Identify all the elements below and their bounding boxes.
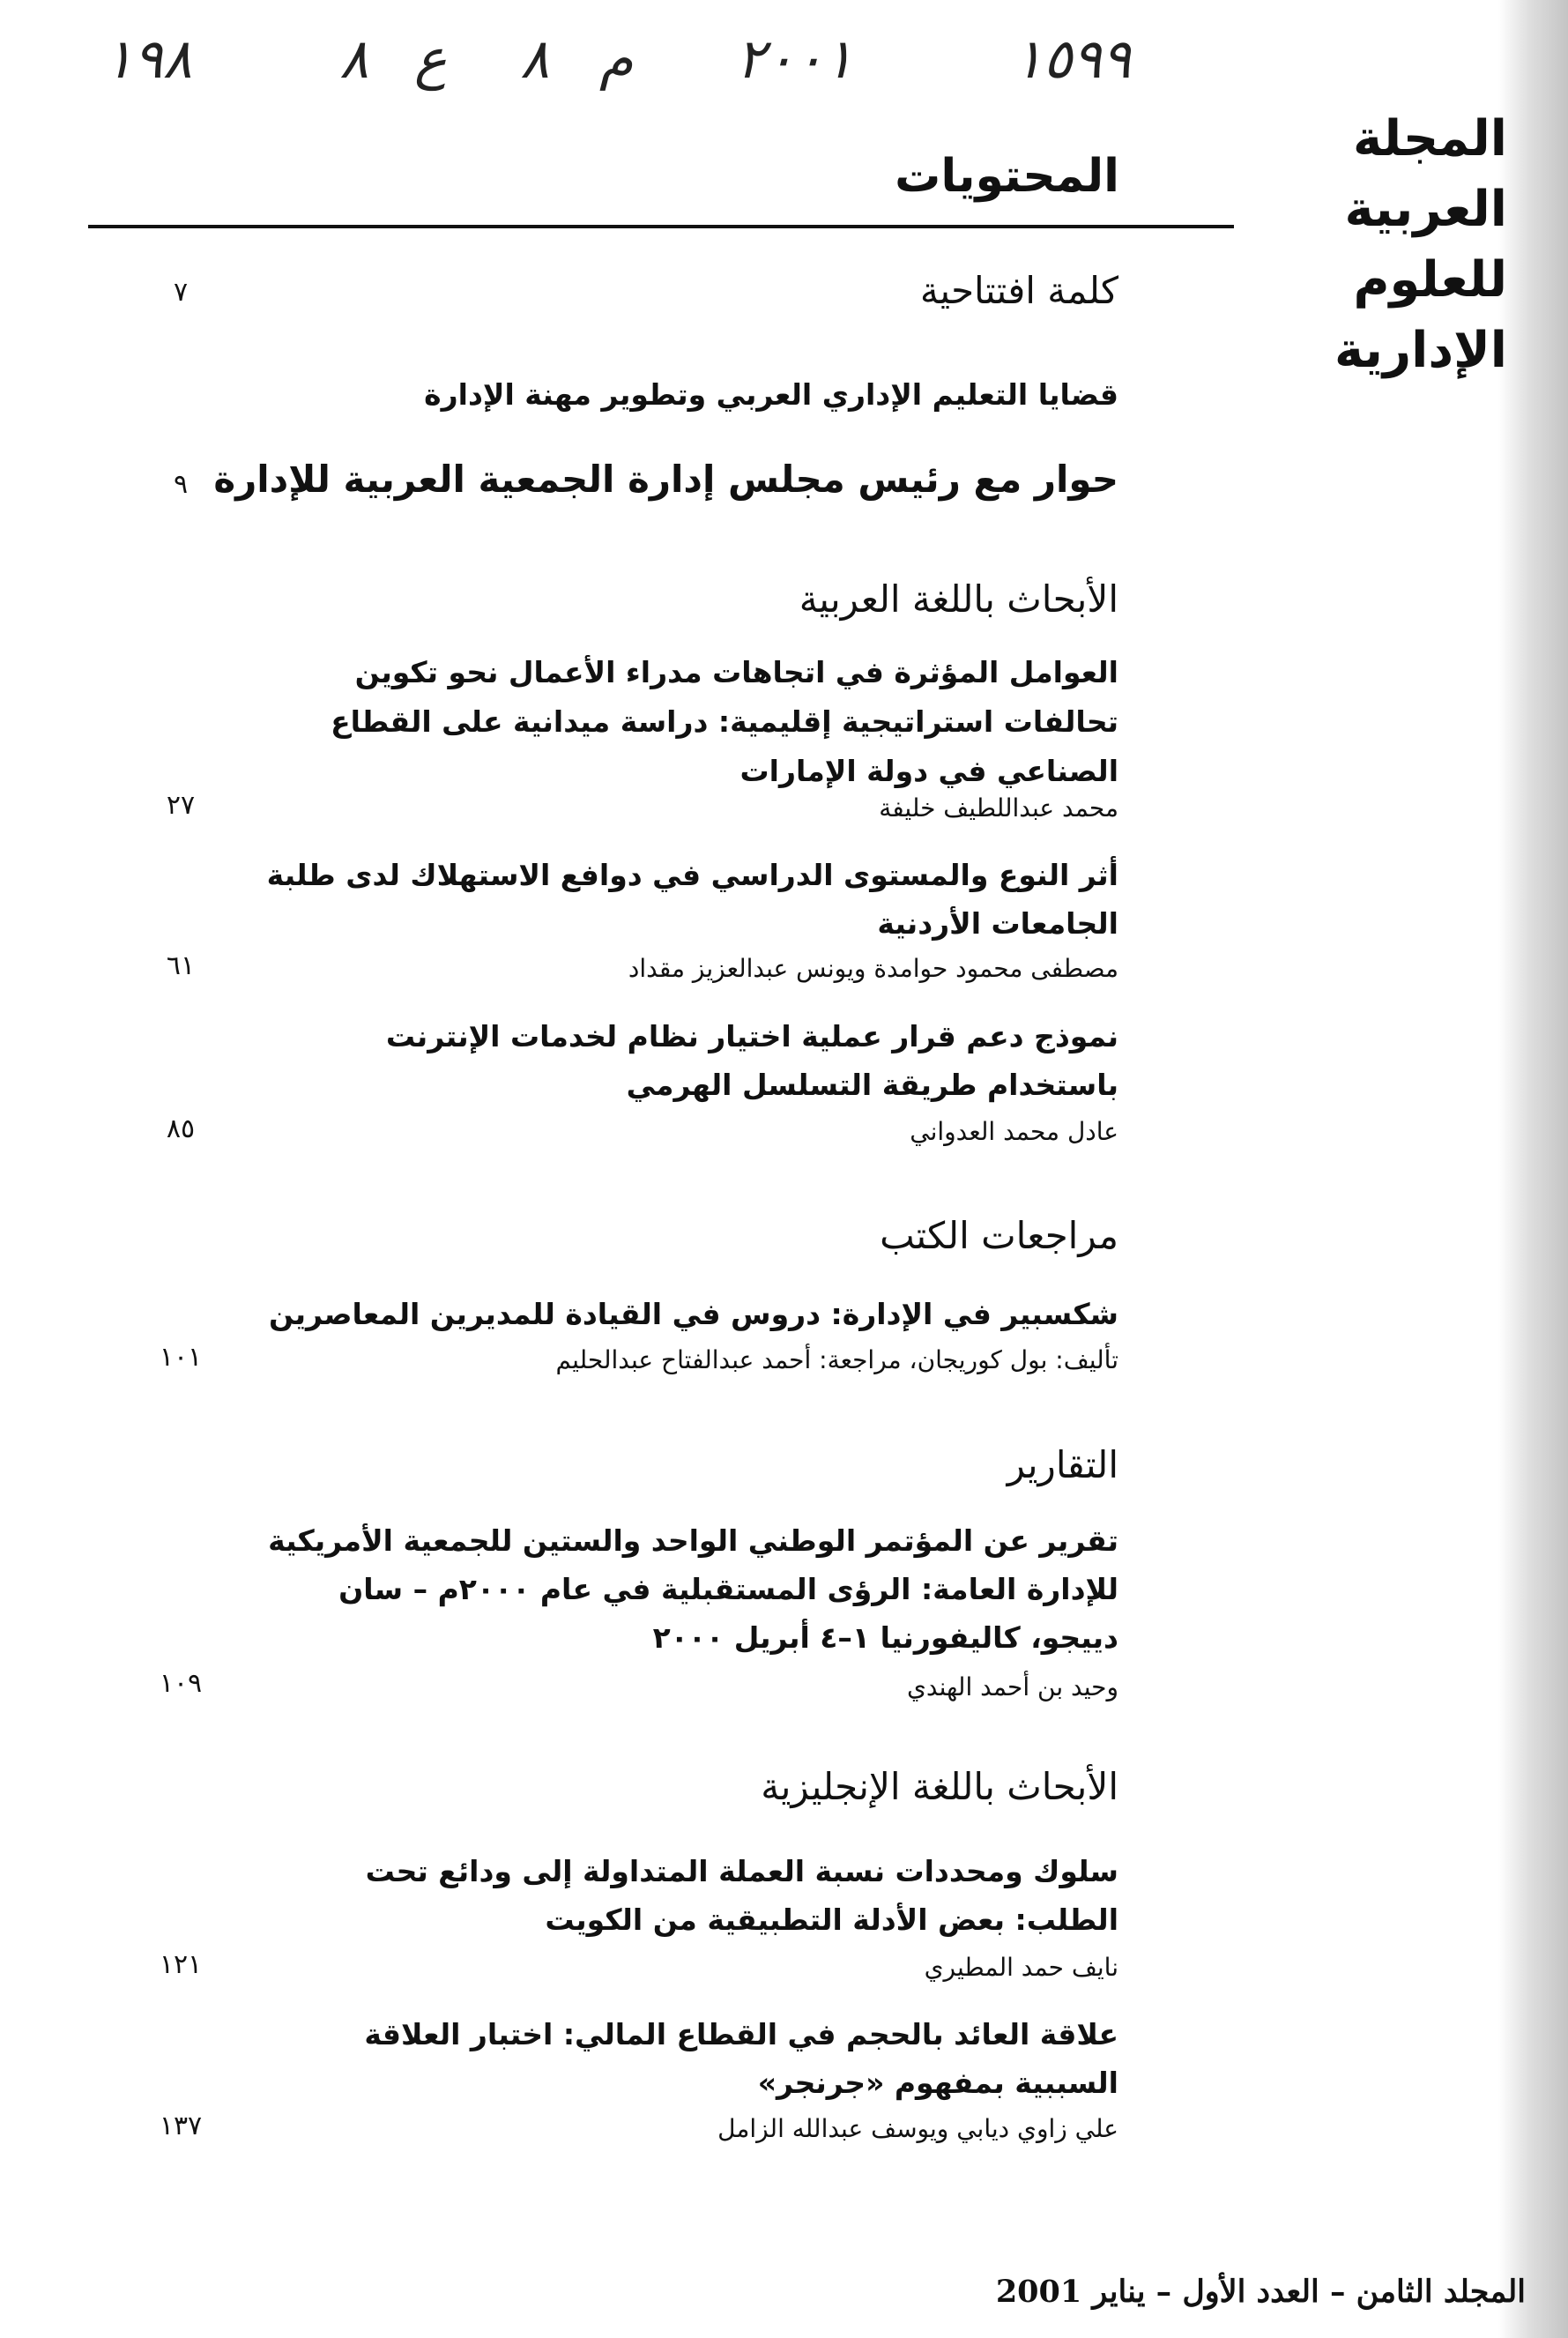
handwritten-note-5: م [599,26,634,91]
section-editorial-page: ٧ [173,277,189,308]
toc-entry-page: ٨٥ [166,1113,196,1144]
toc-entry-title: قضايا التعليم الإداري العربي وتطوير مهنة الإدارة [424,377,1118,412]
contents-heading: المحتويات [895,150,1119,203]
toc-entry-page: ١٠٩ [159,1668,203,1699]
toc-entry-author: محمد عبداللطيف خليفة [879,793,1118,823]
section-interview-title: حوار مع رئيس مجلس إدارة الجمعية العربية للإدارة [213,458,1118,501]
toc-entry-page: ٦١ [166,950,196,981]
toc-entry-author: وحيد بن أحمد الهندي [906,1672,1118,1701]
journal-title-line-1: المجلة العربية [1344,110,1507,238]
section-reports-title: التقارير [1007,1443,1118,1486]
toc-entry-page: ١٣٧ [159,2111,203,2141]
handwritten-note-1: ١٩٨ [104,26,192,91]
handwritten-note-3: ع [414,26,447,91]
section-arabic-research-title: الأبحاث باللغة العربية [799,577,1118,621]
toc-entry-title: سلوك ومحددات نسبة العملة المتداولة إلى ودائع تحت الطلب: بعض الأدلة التطبيقية من الكويت [365,1854,1118,1937]
issue-footer: المجلد الثامن – العدد الأول – يناير 2001 [995,2274,1526,2310]
journal-title-line-2: للعلوم الإدارية [1334,251,1507,379]
section-english-research-title: الأبحاث باللغة الإنجليزية [761,1765,1118,1808]
section-editorial-title: كلمة افتتاحية [919,269,1118,312]
toc-entry-author: مصطفى محمود حوامدة ويونس عبدالعزيز مقداد [628,954,1118,983]
toc-entry-author: نايف حمد المطيري [924,1953,1118,1982]
handwritten-note-7: ١٥٩٩ [1014,26,1132,91]
toc-entry-author: عادل محمد العدواني [910,1117,1118,1146]
toc-entry-title: تقرير عن المؤتمر الوطني الواحد والستين للجمعية الأمريكية للإدارة العامة: الرؤى المستقبلية في عام ٢٠٠٠م – سان دييجو، كاليفورنيا ١–٤ أبريل ٢٠٠٠ [268,1523,1118,1655]
scan-edge-shading [1498,0,1568,2338]
toc-entry-author: تأليف: بول كوريجان، مراجعة: أحمد عبدالفتاح عبدالحليم [555,1345,1118,1374]
toc-entry-page: ١٢١ [159,1949,203,1980]
handwritten-note-6: ٢٠٠١ [736,26,854,91]
handwritten-note-2: ٨ [339,26,369,91]
toc-entry-page: ١٠١ [159,1342,203,1373]
toc-entry-title: شكسبير في الإدارة: دروس في القيادة للمديرين المعاصرين [268,1297,1118,1331]
handwritten-note-4: ٨ [520,26,550,91]
toc-entry-author: علي زاوي ديابي ويوسف عبدالله الزامل [717,2114,1118,2143]
toc-entry-title: أثر النوع والمستوى الدراسي في دوافع الاستهلاك لدى طلبة الجامعات الأردنية [266,858,1118,941]
toc-entry-title: علاقة العائد بالحجم في القطاع المالي: اختبار العلاقة السببية بمفهوم «جرنجر» [364,2017,1118,2100]
journal-title [1216,104,1507,386]
section-book-reviews-title: مراجعات الكتب [880,1214,1118,1257]
toc-entry-page: ٢٧ [166,790,196,821]
section-interview-page: ٩ [173,469,189,500]
header-divider [88,225,1234,228]
toc-entry-title: نموذج دعم قرار عملية اختيار نظام لخدمات الإنترنت باستخدام طريقة التسلسل الهرمي [385,1019,1118,1102]
toc-entry-title: العوامل المؤثرة في اتجاهات مدراء الأعمال نحو تكوين تحالفات استراتيجية إقليمية: دراسة ميدانية على القطاع الصناعي في دولة الإمارات [331,655,1118,788]
